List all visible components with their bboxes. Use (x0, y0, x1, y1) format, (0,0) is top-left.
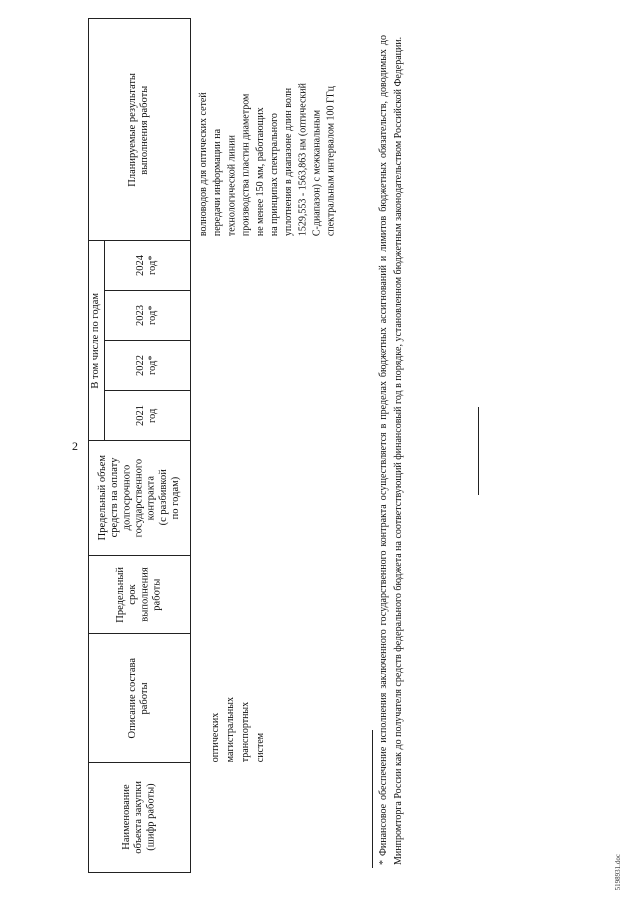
footnote: * Финансовое обеспечение исполнения заключенного государственного контракта осуществляется в пределах бюджетных ассигнований и лимитов бюджетных обязательств, доводимых до Минпромторга России как до получателя средств федерального бюджета на соответствующий финансовый год в порядке, установленном бюджетным законодательством Российской Федерации. (378, 35, 404, 865)
header-year-2021: 2021 год (135, 405, 159, 426)
header-limit: Предельный объем средств на оплату долгосрочного государственного контракта (с разбивкой по годам) (96, 455, 181, 541)
header-year-2023: 2023 год* (135, 305, 159, 326)
header-deadline: Предельный срок выполнения работы (115, 566, 163, 623)
header-year-2022: 2022 год* (135, 355, 159, 376)
header-results: Планируемые результаты выполнения работы (127, 72, 151, 187)
description-cell: оптических магистральных транспортных систем (210, 696, 266, 762)
footnote-separator (372, 730, 373, 868)
page-number: 2 (72, 439, 78, 453)
header-description: Описание состава работы (127, 657, 151, 739)
results-cell: волноводов для оптических сетей передачи информации на технологической линии производства пластин диаметром не менее 150 мм, работающих на принципах спектрального уплотнения в диапазоне длин волн 1529,553 - 1563,863 нм (оптический C-диапазон) с межканальным спектральным интервалом 100 ГГц (198, 82, 337, 236)
header-by-years: В том числе по годам (90, 292, 102, 389)
separator-line (478, 407, 479, 495)
document-id: 5198931.doc (614, 853, 622, 890)
header-object-name: Наименование объекта закупки (шифр работы) (121, 781, 157, 854)
header-year-2024: 2024 год* (135, 255, 159, 276)
